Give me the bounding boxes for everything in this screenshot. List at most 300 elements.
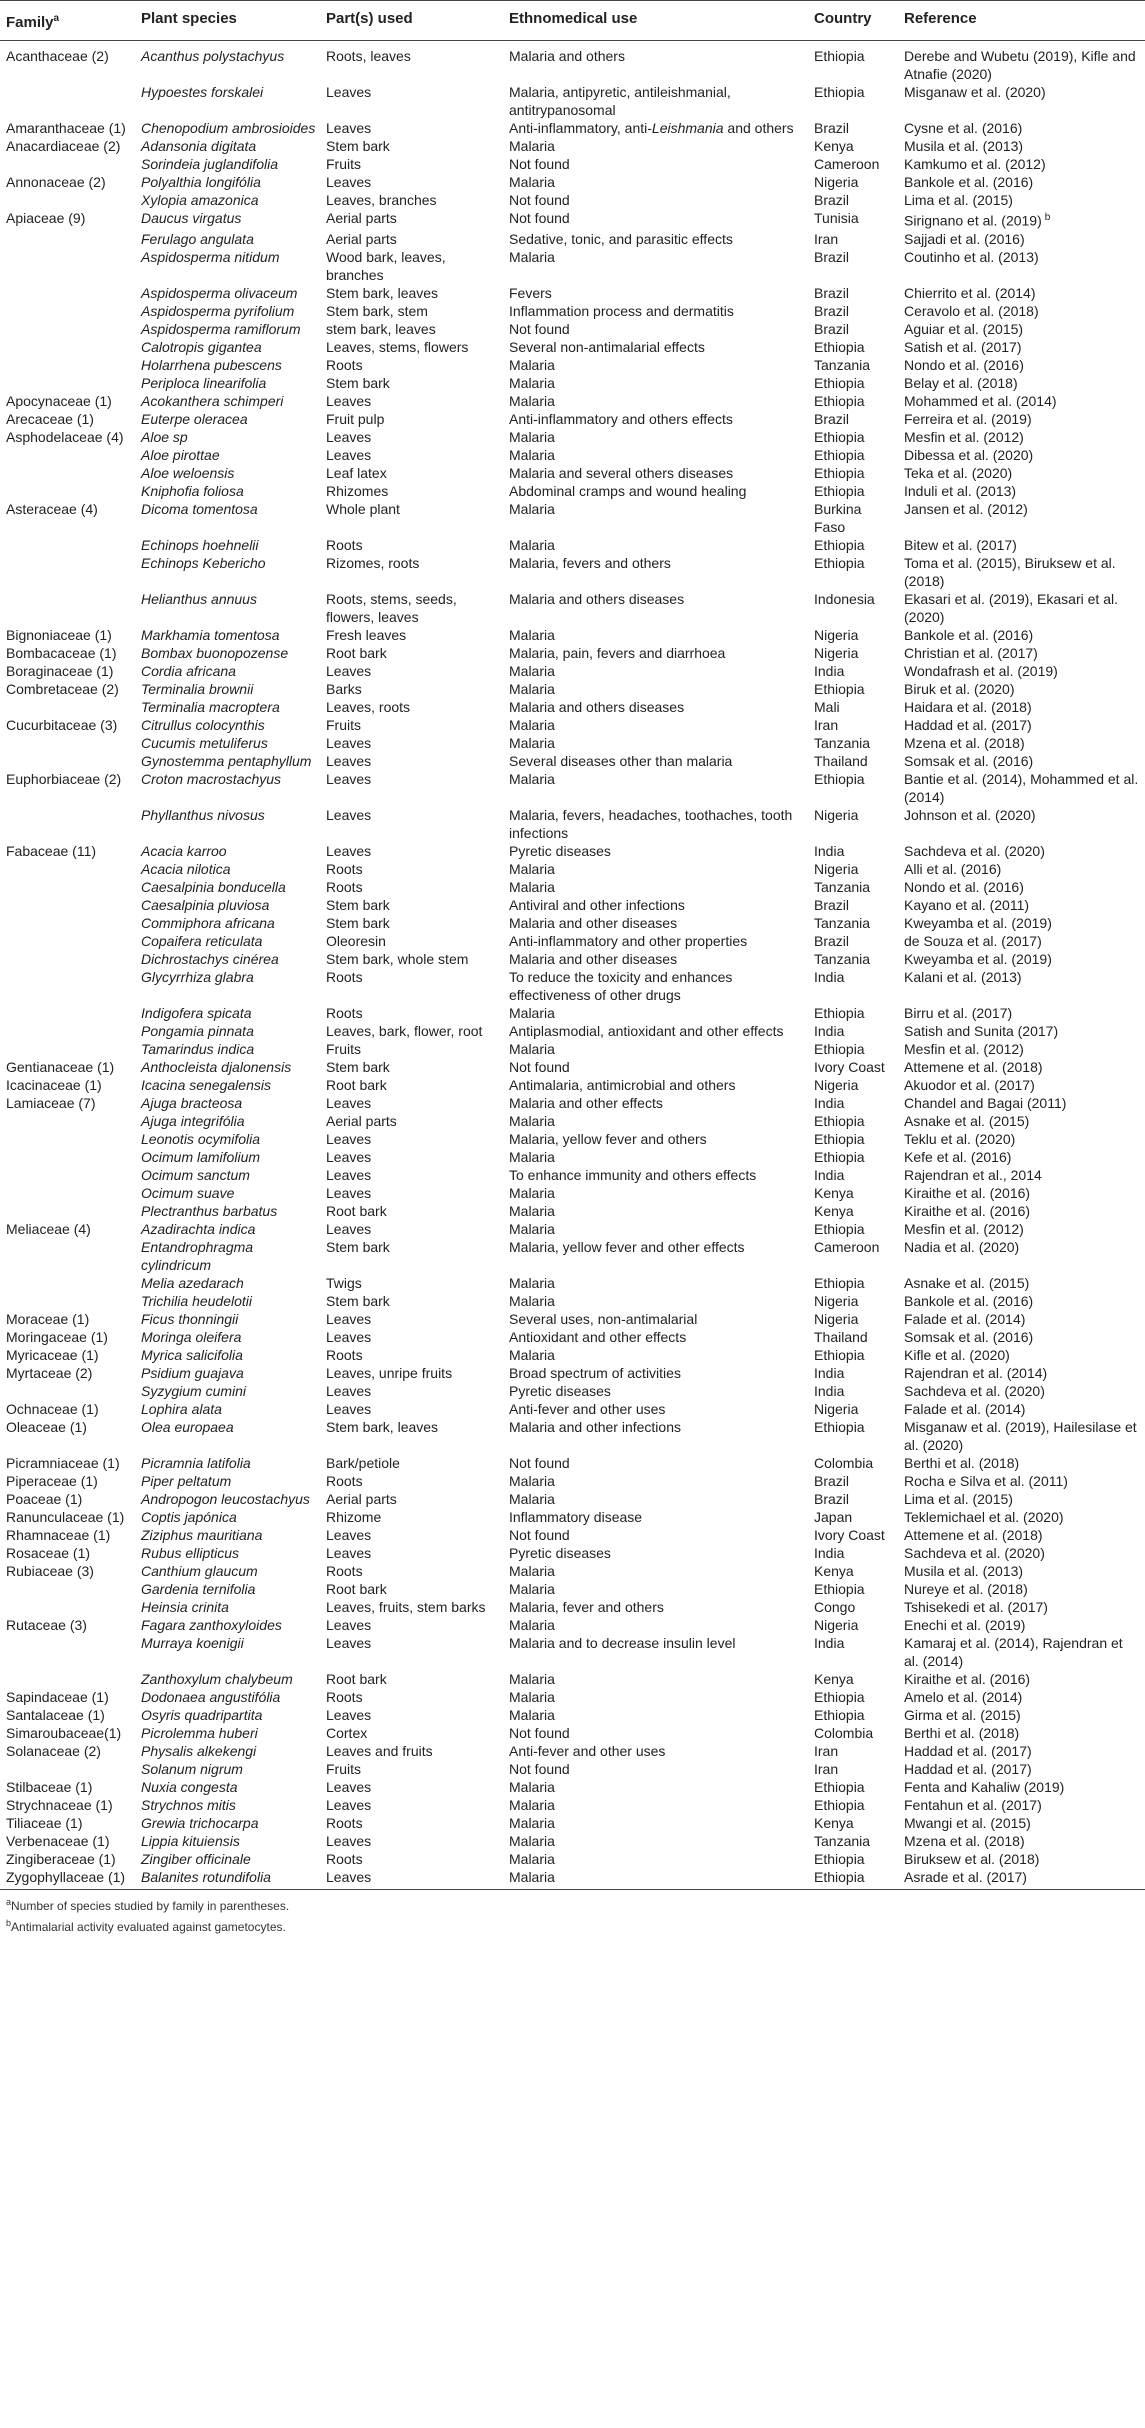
cell-parts: Rizomes, roots [326, 554, 420, 571]
cell-family [0, 734, 135, 752]
table-row [0, 950, 1145, 968]
cell-reference: Asnake et al. (2015) [904, 1274, 1030, 1291]
cell-family [0, 896, 135, 914]
cell-country: India [814, 1364, 845, 1381]
cell-parts: Leaf latex [326, 464, 387, 481]
cell-use: Malaria [509, 878, 555, 895]
cell-parts: Leaves [326, 446, 372, 463]
cell-family: Rutaceae (3) [6, 1616, 87, 1633]
cell-species: Cordia africana [141, 662, 236, 679]
cell-reference: Biruksew et al. (2018) [904, 1850, 1040, 1867]
cell-country: Nigeria [814, 1292, 859, 1309]
cell-use: Malaria [509, 174, 555, 190]
cell-reference: Berthi et al. (2018) [904, 1454, 1020, 1471]
cell-reference: Dibessa et al. (2020) [904, 446, 1034, 463]
cell-reference: Misganaw et al. (2019), Hailesilase et al. (2020) [904, 1418, 1137, 1453]
cell-country: Kenya [814, 1670, 854, 1687]
cell-reference: Kamkumo et al. (2012) [904, 156, 1046, 172]
cell-reference: Rajendran et al. (2014) [904, 1364, 1048, 1381]
cell-parts: Roots [326, 968, 363, 985]
table-row [0, 914, 1145, 932]
cell-use: Malaria, fevers and others [509, 554, 671, 571]
cell-use: Sedative, tonic, and parasitic effects [509, 230, 733, 247]
cell-use: Malaria [509, 1562, 555, 1579]
cell-parts: Leaves [326, 1796, 372, 1813]
table-row [0, 896, 1145, 914]
table-row [0, 968, 1145, 1004]
cell-country: India [814, 1166, 845, 1183]
cell-use: Malaria and several others diseases [509, 464, 734, 481]
cell-use: Anti-fever and other uses [509, 1742, 666, 1759]
cell-use: Malaria [509, 680, 555, 697]
cell-use: Malaria [509, 734, 555, 751]
cell-reference: Mzena et al. (2018) [904, 734, 1025, 751]
table-row [0, 302, 1145, 320]
cell-use: Malaria [509, 1202, 555, 1219]
cell-use: Malaria [509, 626, 555, 643]
cell-family [0, 464, 135, 482]
cell-reference: Sachdeva et al. (2020) [904, 1544, 1045, 1561]
cell-country: Nigeria [814, 806, 859, 823]
cell-country: Kenya [814, 1202, 854, 1219]
cell-family: Myrtaceae (2) [6, 1364, 93, 1381]
cell-parts: Leaves [326, 1706, 372, 1723]
cell-family: Asteraceae (4) [6, 500, 98, 517]
cell-reference: Bantie et al. (2014), Mohammed et al. (2014) [904, 770, 1139, 805]
cell-reference: Ferreira et al. (2019) [904, 410, 1032, 427]
cell-use: Malaria [509, 1490, 555, 1507]
cell-parts: Stem bark [326, 1058, 390, 1075]
cell-species: Dicoma tomentosa [141, 500, 258, 517]
cell-family: Boraginaceae (1) [6, 662, 114, 679]
cell-family: Moraceae (1) [6, 1310, 90, 1327]
cell-species: Helianthus annuus [141, 590, 257, 607]
cell-use: Malaria and to decrease insulin level [509, 1634, 736, 1651]
cell-reference: Rajendran et al., 2014 [904, 1166, 1042, 1183]
cell-country: Ethiopia [814, 446, 865, 463]
cell-family [0, 698, 135, 716]
cell-family: Zygophyllaceae (1) [0, 1868, 135, 1890]
cell-parts: Leaves [326, 1166, 372, 1183]
cell-family [0, 1382, 135, 1400]
cell-family [0, 356, 135, 374]
cell-use: Malaria, yellow fever and others [509, 1130, 707, 1147]
cell-species: Lophira alata [141, 1400, 222, 1417]
cell-species: Tamarindus indica [141, 1040, 255, 1057]
cell-family: Icacinaceae (1) [6, 1076, 102, 1093]
cell-parts: Stem bark [326, 896, 390, 913]
cell-reference: Cysne et al. (2016) [904, 120, 1023, 136]
table-row [0, 1544, 1145, 1562]
cell-use: Malaria and others diseases [509, 698, 685, 715]
table-row [0, 842, 1145, 860]
cell-species: Ficus thonningii [141, 1310, 239, 1327]
cell-species: Rubus ellipticus [141, 1544, 240, 1561]
cell-use: Malaria [509, 716, 555, 733]
table-row [0, 1238, 1145, 1274]
cell-use: Malaria [509, 1040, 555, 1057]
cell-family [0, 1184, 135, 1202]
cell-reference: Chierrito et al. (2014) [904, 284, 1036, 301]
cell-family [0, 536, 135, 554]
cell-parts: Stem bark [326, 914, 390, 931]
cell-species: Aspidosperma olivaceum [141, 284, 298, 301]
cell-parts: Roots [326, 536, 363, 553]
cell-use: Malaria, pain, fevers and diarrhoea [509, 644, 726, 661]
cell-parts: Leaves [326, 734, 372, 751]
cell-country: Brazil [814, 1490, 850, 1507]
table-row [0, 1508, 1145, 1526]
cell-reference: Kiraithe et al. (2016) [904, 1184, 1031, 1201]
cell-reference: Teklu et al. (2020) [904, 1130, 1016, 1147]
cell-country: India [814, 662, 845, 679]
table-row [0, 1796, 1145, 1814]
table-row [0, 644, 1145, 662]
cell-use: Malaria [509, 1274, 555, 1291]
cell-reference: Jansen et al. (2012) [904, 500, 1028, 517]
table-row [0, 191, 1145, 209]
table-row [0, 446, 1145, 464]
cell-species: Syzygium cumini [141, 1382, 247, 1399]
cell-family [0, 191, 135, 209]
cell-use: Malaria and other diseases [509, 914, 678, 931]
cell-family [0, 878, 135, 896]
table-row [0, 1184, 1145, 1202]
cell-parts: Aerial parts [326, 1490, 397, 1507]
cell-reference: Haidara et al. (2018) [904, 698, 1032, 715]
cell-reference: Satish and Sunita (2017) [904, 1022, 1059, 1039]
cell-country: Ethiopia [814, 1778, 865, 1795]
table-row [0, 770, 1145, 806]
table-row [0, 1328, 1145, 1346]
cell-country: Brazil [814, 302, 850, 319]
cell-species: Acokanthera schimperi [141, 392, 284, 409]
cell-species: Chenopodium ambrosioides [141, 120, 316, 136]
header-ethnomedical-use: Ethnomedical use [503, 1, 808, 41]
cell-species: Euterpe oleracea [141, 410, 248, 427]
cell-species: Aloe sp [141, 428, 188, 445]
cell-species: Aloe pirottae [141, 446, 220, 463]
cell-species: Adansonia digitata [141, 138, 257, 154]
cell-reference: Bankole et al. (2016) [904, 626, 1034, 643]
table-row [0, 1562, 1145, 1580]
table-row [0, 716, 1145, 734]
cell-country: Burkina Faso [814, 500, 862, 535]
table-row [0, 1274, 1145, 1292]
cell-use: Malaria [509, 1850, 555, 1867]
cell-species: Canthium glaucum [141, 1562, 258, 1579]
cell-parts: Leaves [326, 1616, 372, 1633]
table-row [0, 1598, 1145, 1616]
cell-parts: Leaves [326, 84, 372, 100]
cell-use: Malaria and other effects [509, 1094, 663, 1111]
cell-species: Ziziphus mauritiana [141, 1526, 263, 1543]
cell-species: Phyllanthus nivosus [141, 806, 265, 823]
cell-parts: Stem bark [326, 138, 390, 154]
cell-country: Ethiopia [814, 428, 865, 445]
header-reference: Reference [898, 1, 1145, 41]
cell-country: Brazil [814, 284, 850, 301]
cell-species: Leonotis ocymifolia [141, 1130, 261, 1147]
cell-family [0, 1760, 135, 1778]
cell-parts: Roots [326, 1814, 363, 1831]
cell-reference: Nureye et al. (2018) [904, 1580, 1028, 1597]
cell-parts: Roots, leaves [326, 48, 411, 64]
cell-reference: Mesfin et al. (2012) [904, 428, 1024, 445]
cell-country: Nigeria [814, 860, 859, 877]
cell-use: Broad spectrum of activities [509, 1364, 681, 1381]
cell-parts: stem bark, leaves [326, 320, 436, 337]
cell-country: Ethiopia [808, 1868, 898, 1890]
cell-family [0, 1580, 135, 1598]
table-row [0, 500, 1145, 536]
cell-reference: Fentahun et al. (2017) [904, 1796, 1042, 1813]
cell-family: Arecaceae (1) [6, 410, 94, 427]
table-row [0, 1418, 1145, 1454]
cell-parts: Roots [326, 356, 363, 373]
cell-parts: Leaves [326, 752, 372, 769]
cell-species: Xylopia amazonica [141, 192, 259, 208]
cell-reference: Misganaw et al. (2020) [904, 84, 1046, 100]
cell-species: Gynostemma pentaphyllum [141, 752, 312, 769]
cell-species: Anthocleista djalonensis [141, 1058, 292, 1075]
cell-country: Japan [814, 1508, 853, 1525]
cell-parts: Roots [326, 860, 363, 877]
cell-species: Indigofera spicata [141, 1004, 252, 1021]
cell-use: Malaria, yellow fever and other effects [509, 1238, 745, 1255]
cell-use: Not found [509, 1760, 570, 1777]
cell-use: Malaria [509, 1616, 555, 1633]
cell-use: Malaria [503, 1868, 808, 1890]
table-row [0, 680, 1145, 698]
cell-country: India [814, 1382, 845, 1399]
cell-parts: Leaves [326, 1400, 372, 1417]
cell-species: Acanthus polystachyus [141, 48, 285, 64]
cell-parts: Stem bark [326, 1292, 390, 1309]
cell-use: Malaria [509, 1292, 555, 1309]
cell-reference: Biruk et al. (2020) [904, 680, 1015, 697]
cell-family: Anacardiaceae (2) [6, 138, 121, 154]
cell-reference: Asnake et al. (2015) [904, 1112, 1030, 1129]
header-plant-species: Plant species [135, 1, 320, 41]
table-row [0, 1814, 1145, 1832]
cell-family: Zingiberaceae (1) [6, 1850, 116, 1867]
cell-country: Cameroon [814, 156, 880, 172]
cell-parts: Leaves and fruits [326, 1742, 433, 1759]
table-row [0, 209, 1145, 230]
cell-family [0, 1238, 135, 1274]
cell-parts: Stem bark, stem [326, 302, 428, 319]
cell-species: Nuxia congesta [141, 1778, 238, 1795]
cell-family [0, 1022, 135, 1040]
cell-parts: Stem bark, leaves [326, 284, 439, 301]
cell-family [0, 950, 135, 968]
cell-use: Malaria [509, 138, 555, 154]
cell-parts: Root bark [326, 644, 387, 661]
cell-use: Pyretic diseases [509, 842, 611, 859]
table-footnotes [0, 1890, 1145, 1936]
cell-family [0, 914, 135, 932]
cell-family: Apocynaceae (1) [6, 392, 112, 409]
header-row [0, 1, 1145, 41]
cell-species: Balanites rotundifolia [135, 1868, 320, 1890]
cell-family: Poaceae (1) [6, 1490, 83, 1507]
cell-reference: Mohammed et al. (2014) [904, 392, 1057, 409]
cell-family [0, 248, 135, 284]
cell-family [0, 590, 135, 626]
cell-parts: Leaves [326, 1382, 372, 1399]
cell-country: Brazil [814, 248, 850, 265]
table-row [0, 878, 1145, 896]
cell-parts: Roots [326, 1562, 363, 1579]
cell-parts: Roots [326, 1346, 363, 1363]
cell-reference: Haddad et al. (2017) [904, 1742, 1032, 1759]
cell-reference: Fenta and Kahaliw (2019) [904, 1778, 1065, 1795]
cell-country: Tanzania [814, 1832, 871, 1849]
cell-country: Ethiopia [814, 1040, 865, 1057]
cell-species: Azadirachta indica [141, 1220, 256, 1237]
cell-parts: Fruits [326, 1760, 361, 1777]
table-row [0, 734, 1145, 752]
cell-reference: Somsak et al. (2016) [904, 752, 1034, 769]
cell-parts: Leaves [326, 1544, 372, 1561]
cell-country: Ethiopia [814, 84, 865, 100]
cell-use: Anti-inflammatory and others effects [509, 410, 733, 427]
cell-use: To enhance immunity and others effects [509, 1166, 757, 1183]
cell-use: Antioxidant and other effects [509, 1328, 687, 1345]
cell-use: Malaria and other diseases [509, 950, 678, 967]
cell-species: Terminalia macroptera [141, 698, 280, 715]
cell-parts: Aerial parts [326, 210, 397, 226]
cell-reference: Derebe and Wubetu (2019), Kifle and Atnafie (2020) [904, 48, 1136, 82]
cell-country: Nigeria [814, 174, 859, 190]
cell-parts: Roots [326, 1688, 363, 1705]
cell-species: Picrolemma huberi [141, 1724, 258, 1741]
cell-use: Malaria [509, 1148, 555, 1165]
cell-parts: Leaves, branches [326, 192, 437, 208]
cell-reference: Nadia et al. (2020) [904, 1238, 1020, 1255]
cell-reference: Chandel and Bagai (2011) [904, 1094, 1067, 1111]
table-row [0, 1832, 1145, 1850]
cell-reference: Mwangi et al. (2015) [904, 1814, 1031, 1831]
cell-country: Tanzania [814, 914, 871, 931]
cell-use: Malaria, antipyretic, antileishmanial, antitrypanosomal [509, 84, 731, 118]
cell-country: Ethiopia [814, 1274, 865, 1291]
cell-parts: Leaves [326, 806, 372, 823]
cell-species: Icacina senegalensis [141, 1076, 271, 1093]
cell-use: Malaria [509, 770, 555, 787]
cell-parts: Leaves, bark, flower, root [326, 1022, 483, 1039]
table-row [0, 1706, 1145, 1724]
cell-species: Holarrhena pubescens [141, 356, 282, 373]
cell-country: Iran [814, 1760, 839, 1777]
cell-country: Brazil [814, 932, 850, 949]
cell-family [0, 1670, 135, 1688]
cell-parts: Leaves [326, 1634, 372, 1651]
cell-country: Congo [814, 1598, 856, 1615]
table-row [0, 1670, 1145, 1688]
cell-parts: Stem bark, leaves [326, 1418, 439, 1435]
cell-reference: Bitew et al. (2017) [904, 536, 1017, 553]
table-row [0, 248, 1145, 284]
cell-family: Euphorbiaceae (2) [6, 770, 122, 787]
cell-country: Ethiopia [814, 1688, 865, 1705]
table-row [0, 137, 1145, 155]
table-row [0, 1040, 1145, 1058]
table-row [0, 662, 1145, 680]
table-row [0, 698, 1145, 716]
cell-use: Not found [509, 1724, 570, 1741]
cell-parts: Rhizomes [326, 482, 389, 499]
cell-use: Anti-inflammatory, anti-Leishmania and others [509, 120, 794, 136]
cell-use: Not found [509, 192, 570, 208]
table-row [0, 119, 1145, 137]
cell-family [0, 374, 135, 392]
cell-family: Picramniaceae (1) [6, 1454, 120, 1471]
cell-use: Malaria [509, 356, 555, 373]
cell-family [0, 752, 135, 770]
cell-parts: Roots [326, 878, 363, 895]
cell-country: Ethiopia [814, 1346, 865, 1363]
cell-family [0, 1202, 135, 1220]
cell-family: Verbenaceae (1) [6, 1832, 110, 1849]
cell-species: Acacia karroo [141, 842, 227, 859]
cell-species: Trichilia heudelotii [141, 1292, 253, 1309]
cell-family [0, 482, 135, 500]
cell-country: Ethiopia [814, 770, 865, 787]
cell-use: Malaria [509, 500, 555, 517]
cell-reference: Musila et al. (2013) [904, 1562, 1024, 1579]
cell-parts: Oleoresin [326, 932, 386, 949]
table-row [0, 320, 1145, 338]
cell-parts: Leaves [326, 1310, 372, 1327]
cell-species: Ocimum sanctum [141, 1166, 250, 1183]
cell-use: Malaria [509, 1004, 555, 1021]
cell-family [0, 1130, 135, 1148]
cell-reference: Amelo et al. (2014) [904, 1688, 1023, 1705]
cell-family: Gentianaceae (1) [6, 1058, 115, 1075]
cell-family: Bignoniaceae (1) [6, 626, 112, 643]
cell-parts: Root bark [326, 1670, 387, 1687]
cell-country: Ethiopia [814, 1004, 865, 1021]
cell-species: Plectranthus barbatus [141, 1202, 278, 1219]
cell-parts: Fruits [326, 156, 361, 172]
cell-use: Malaria and others [509, 48, 625, 64]
cell-species: Osyris quadripartita [141, 1706, 263, 1723]
cell-reference: Ceravolo et al. (2018) [904, 302, 1039, 319]
cell-parts: Rhizome [326, 1508, 382, 1525]
table-row [0, 752, 1145, 770]
cell-family [0, 83, 135, 119]
cell-parts: Stem bark [326, 374, 390, 391]
table-row [0, 1472, 1145, 1490]
cell-species: Aspidosperma pyrifolium [141, 302, 295, 319]
cell-species: Lippia kituiensis [141, 1832, 240, 1849]
cell-country: Brazil [814, 410, 850, 427]
cell-species: Calotropis gigantea [141, 338, 262, 355]
table-row [0, 590, 1145, 626]
cell-species: Bombax buonopozense [141, 644, 289, 661]
cell-country: Indonesia [814, 590, 875, 607]
cell-reference: Lima et al. (2015) [904, 1490, 1013, 1507]
cell-species: Caesalpinia bonducella [141, 878, 286, 895]
table-row [0, 1526, 1145, 1544]
cell-country: Nigeria [814, 1310, 859, 1327]
cell-parts: Fresh leaves [326, 626, 407, 643]
table-row [0, 1868, 1145, 1890]
cell-use: Abdominal cramps and wound healing [509, 482, 747, 499]
cell-country: Thailand [814, 1328, 868, 1345]
